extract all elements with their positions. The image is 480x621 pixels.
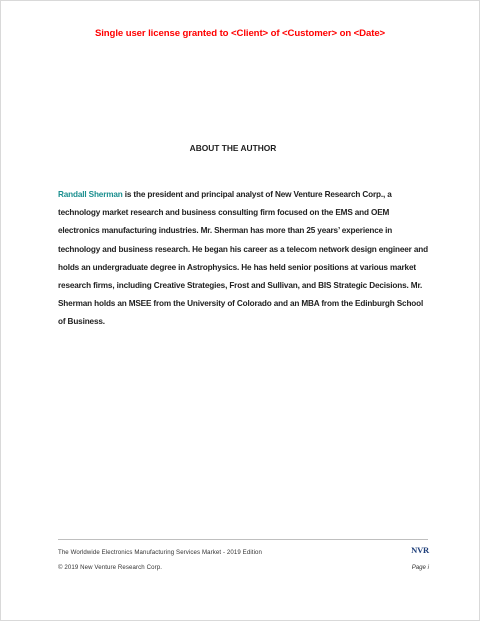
nvr-logo: NVR <box>411 545 429 555</box>
license-notice: Single user license granted to <Client> of <Customer> on <Date> <box>94 28 386 39</box>
author-bio-text: is the president and principal analyst of New Venture Research Corp., a technology market research and business consulting firm focused on the EMS and OEM electronics manufacturing industries. Mr. Sherman has more than 25 years’ experience in technology and business research. He began his career as a telecom network design engineer and holds an undergraduate degree in Astrophysics. He has held senior positions at various market research firms, including Creative Strategies, Frost and Sullivan, and BIS Strategic Decisions. Mr. Sherman holds an MSEE from the University of Colorado and an MBA from the Edinburgh School of Business. <box>58 190 428 327</box>
page-number: Page i <box>411 564 429 571</box>
footer-copyright: © 2019 New Venture Research Corp. <box>58 564 162 571</box>
footer-report-title: The Worldwide Electronics Manufacturing Services Market - 2019 Edition <box>58 549 263 556</box>
author-name: Randall Sherman <box>58 190 123 199</box>
footer-divider <box>58 539 428 540</box>
author-bio-paragraph <box>58 186 430 332</box>
section-heading: ABOUT THE AUTHOR <box>189 143 277 153</box>
